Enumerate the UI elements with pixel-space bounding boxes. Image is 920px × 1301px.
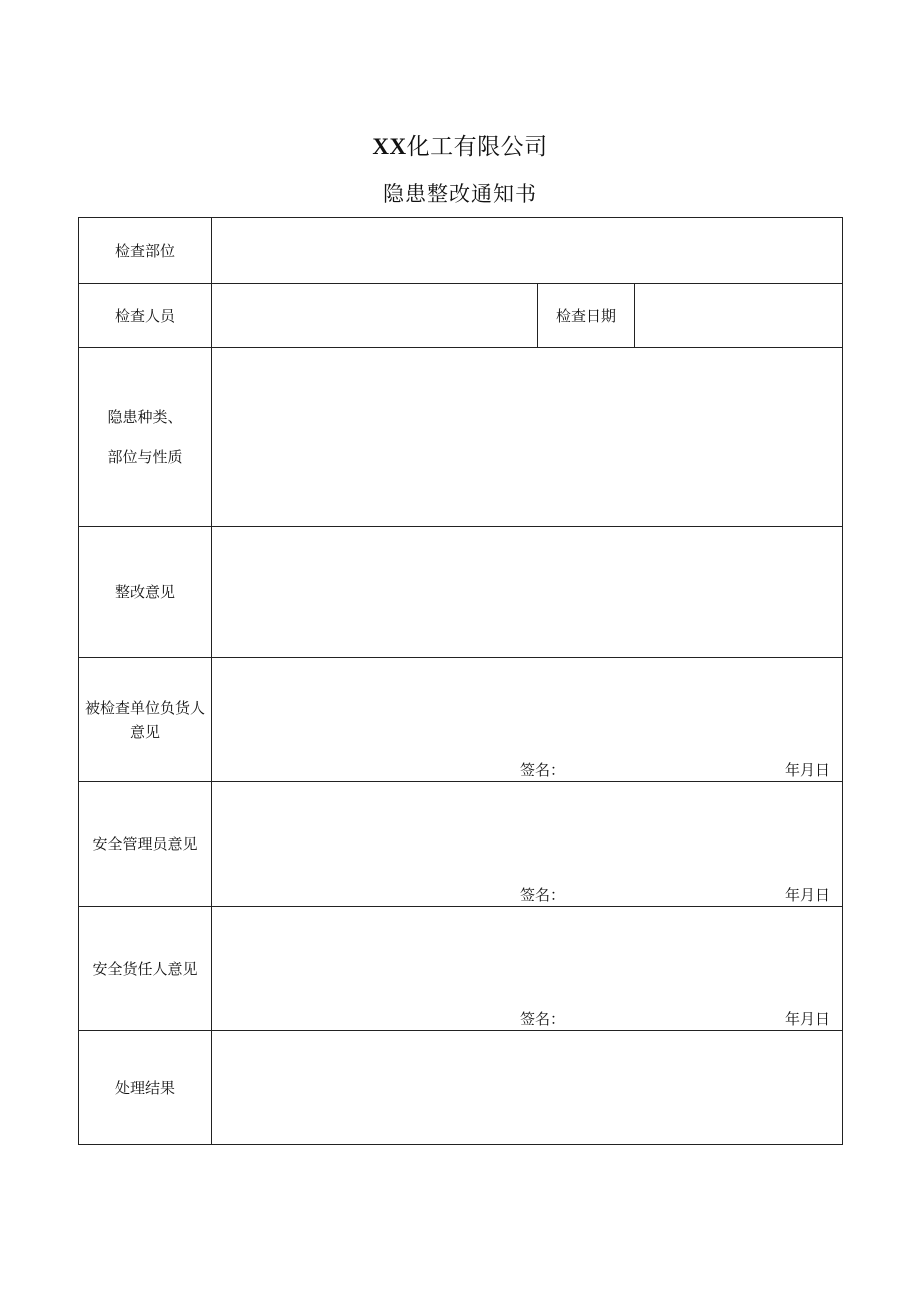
- company-prefix: XX: [372, 134, 407, 159]
- inspected-unit-opinion-label: 被检查单位负货人意见: [79, 658, 212, 782]
- form-row-inspection-location: [79, 218, 843, 284]
- rectification-notice-form: [78, 217, 843, 1145]
- inspection-location-field[interactable]: [212, 218, 843, 284]
- form-row-safety-responsible: [79, 907, 843, 1031]
- inspected-unit-opinion-field[interactable]: [212, 658, 843, 782]
- date-label: 年月日: [785, 1010, 831, 1028]
- inspection-location-label: 检查部位: [79, 218, 212, 284]
- company-name: 化工有限公司: [406, 134, 548, 160]
- inspection-date-label: 检查日期: [538, 284, 635, 348]
- hazard-label-line1: 隐患种类、: [107, 408, 183, 426]
- processing-result-label: 处理结果: [79, 1031, 212, 1145]
- rectification-opinion-field[interactable]: [212, 527, 843, 658]
- inspection-date-field[interactable]: [635, 284, 843, 348]
- signature-label: 签名：: [520, 1010, 566, 1028]
- date-label: 年月日: [785, 761, 831, 779]
- form-row-inspected-unit: [79, 658, 843, 782]
- rectification-opinion-label: 整改意见: [79, 527, 212, 658]
- document-title: 隐患整改通知书: [383, 182, 537, 206]
- hazard-type-label: [79, 348, 212, 527]
- safety-manager-opinion-field[interactable]: [212, 782, 843, 907]
- safety-manager-opinion-label: 安全管理员意见: [79, 782, 212, 907]
- hazard-type-field[interactable]: [212, 348, 843, 527]
- signature-label: 签名：: [520, 761, 566, 779]
- hazard-label-line2: 部位与性质: [107, 448, 183, 466]
- inspector-field[interactable]: [212, 284, 538, 348]
- form-row-safety-manager: [79, 782, 843, 907]
- safety-responsible-opinion-field[interactable]: [212, 907, 843, 1031]
- signature-label: 签名：: [520, 886, 566, 904]
- inspector-label: 检查人员: [79, 284, 212, 348]
- form-row-inspector: [79, 284, 843, 348]
- date-label: 年月日: [785, 886, 831, 904]
- form-row-hazard: [79, 348, 843, 527]
- safety-responsible-opinion-label: 安全货任人意见: [79, 907, 212, 1031]
- company-title: [0, 128, 920, 161]
- form-row-rectification: [79, 527, 843, 658]
- processing-result-field[interactable]: [212, 1031, 843, 1145]
- form-row-result: [79, 1031, 843, 1145]
